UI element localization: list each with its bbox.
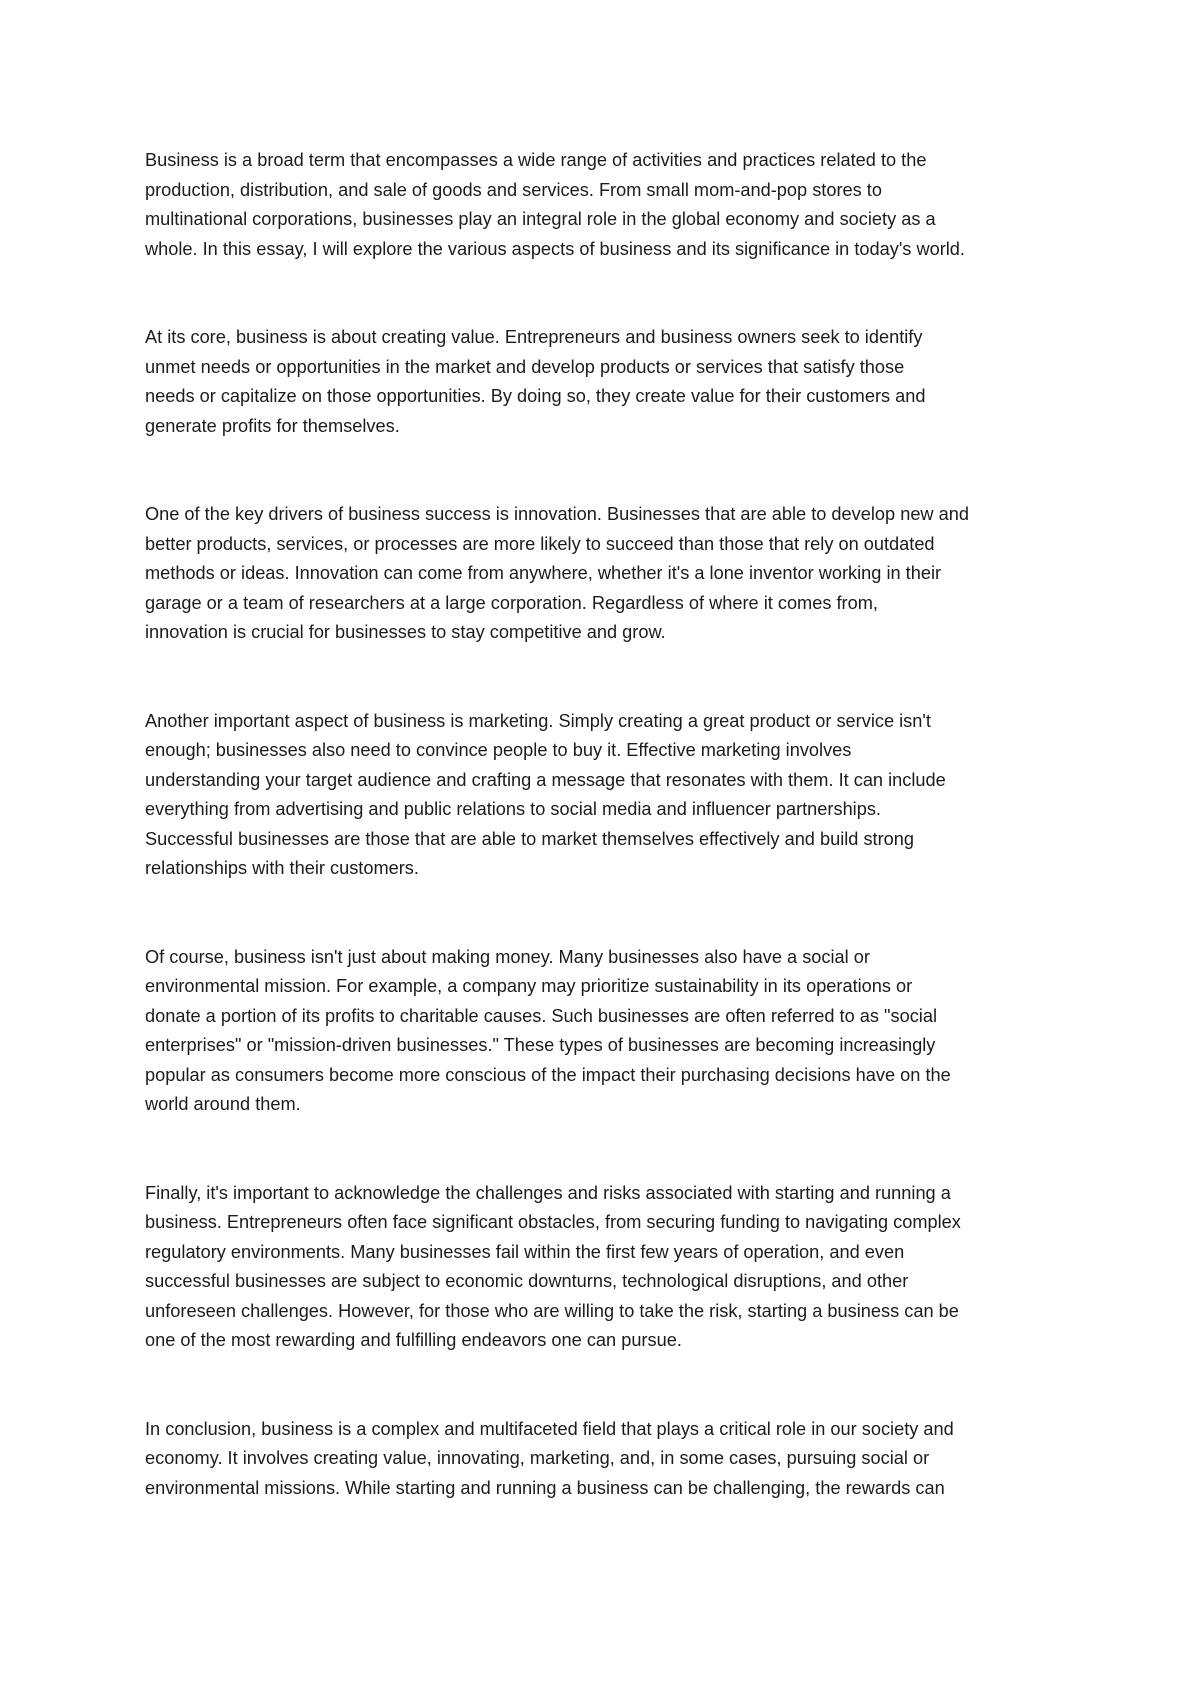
paragraph-line: donate a portion of its profits to charitable causes. Such businesses are often referred to as "social xyxy=(145,1005,937,1026)
paragraph-line: environmental mission. For example, a company may prioritize sustainability in its operations or xyxy=(145,976,913,996)
paragraph-line: understanding your target audience and crafting a message that resonates with them. It can include xyxy=(145,769,946,790)
paragraph-line: production, distribution, and sale of goods and services. From small mom-and-pop stores to xyxy=(145,179,882,200)
paragraph-line: better products, services, or processes are more likely to succeed than those that rely on outdated xyxy=(145,533,935,554)
paragraph-line: Successful businesses are those that are able to market themselves effectively and build strong xyxy=(145,828,915,849)
paragraph-line: enterprises" or "mission-driven businesses." These types of businesses are becoming increasingly xyxy=(145,1035,936,1055)
paragraph-line: Finally, it's important to acknowledge the challenges and risks associated with starting and running a xyxy=(145,1182,951,1203)
paragraph-line: regulatory environments. Many businesses fail within the first few years of operation, and even xyxy=(145,1241,905,1262)
paragraph-line: economy. It involves creating value, innovating, marketing, and, in some cases, pursuing social or xyxy=(145,1448,930,1468)
paragraph-line: unmet needs or opportunities in the market and develop products or services that satisfy those xyxy=(145,356,905,377)
paragraph-innovation xyxy=(145,500,1067,648)
paragraph-creating-value xyxy=(145,323,1067,441)
paragraph-line: unforeseen challenges. However, for those who are willing to take the risk, starting a business can be xyxy=(145,1300,959,1321)
paragraph-line: methods or ideas. Innovation can come from anywhere, whether it's a lone inventor working in their xyxy=(145,563,942,583)
paragraph-intro xyxy=(145,146,1067,264)
document-body xyxy=(145,146,1067,1562)
paragraph-social-mission xyxy=(145,943,1067,1120)
paragraph-line: needs or capitalize on those opportunities. By doing so, they create value for their customers and xyxy=(145,386,926,406)
paragraph-line: Another important aspect of business is marketing. Simply creating a great product or service isn't xyxy=(145,710,931,731)
paragraph-line: At its core, business is about creating value. Entrepreneurs and business owners seek to identify xyxy=(145,327,923,347)
paragraph-line: Of course, business isn't just about making money. Many businesses also have a social or xyxy=(145,946,870,967)
paragraph-line: successful businesses are subject to economic downturns, technological disruptions, and other xyxy=(145,1271,909,1291)
paragraph-line: One of the key drivers of business success is innovation. Businesses that are able to develop new and xyxy=(145,504,969,524)
paragraph-marketing xyxy=(145,707,1067,884)
paragraph-line: Business is a broad term that encompasses a wide range of activities and practices related to the xyxy=(145,150,927,170)
paragraph-line: whole. In this essay, I will explore the various aspects of business and its significance in today's world. xyxy=(145,238,965,259)
paragraph-line: multinational corporations, businesses play an integral role in the global economy and society as a xyxy=(145,209,936,229)
paragraph-line: world around them. xyxy=(145,1094,301,1114)
paragraph-line: In conclusion, business is a complex and multifaceted field that plays a critical role in our society and xyxy=(145,1418,954,1439)
paragraph-line: generate profits for themselves. xyxy=(145,415,400,436)
paragraph-line: business. Entrepreneurs often face significant obstacles, from securing funding to navigating complex xyxy=(145,1212,961,1232)
paragraph-challenges xyxy=(145,1179,1067,1356)
paragraph-conclusion xyxy=(145,1415,1067,1504)
paragraph-line: environmental missions. While starting and running a business can be challenging, the rewards can xyxy=(145,1477,945,1498)
paragraph-line: relationships with their customers. xyxy=(145,858,419,878)
paragraph-line: innovation is crucial for businesses to stay competitive and grow. xyxy=(145,622,666,642)
paragraph-line: enough; businesses also need to convince people to buy it. Effective marketing involves xyxy=(145,740,852,760)
paragraph-line: garage or a team of researchers at a large corporation. Regardless of where it comes from, xyxy=(145,592,878,613)
paragraph-line: everything from advertising and public relations to social media and influencer partnerships. xyxy=(145,799,881,819)
paragraph-line: one of the most rewarding and fulfilling endeavors one can pursue. xyxy=(145,1330,682,1350)
paragraph-line: popular as consumers become more conscious of the impact their purchasing decisions have on the xyxy=(145,1064,951,1085)
